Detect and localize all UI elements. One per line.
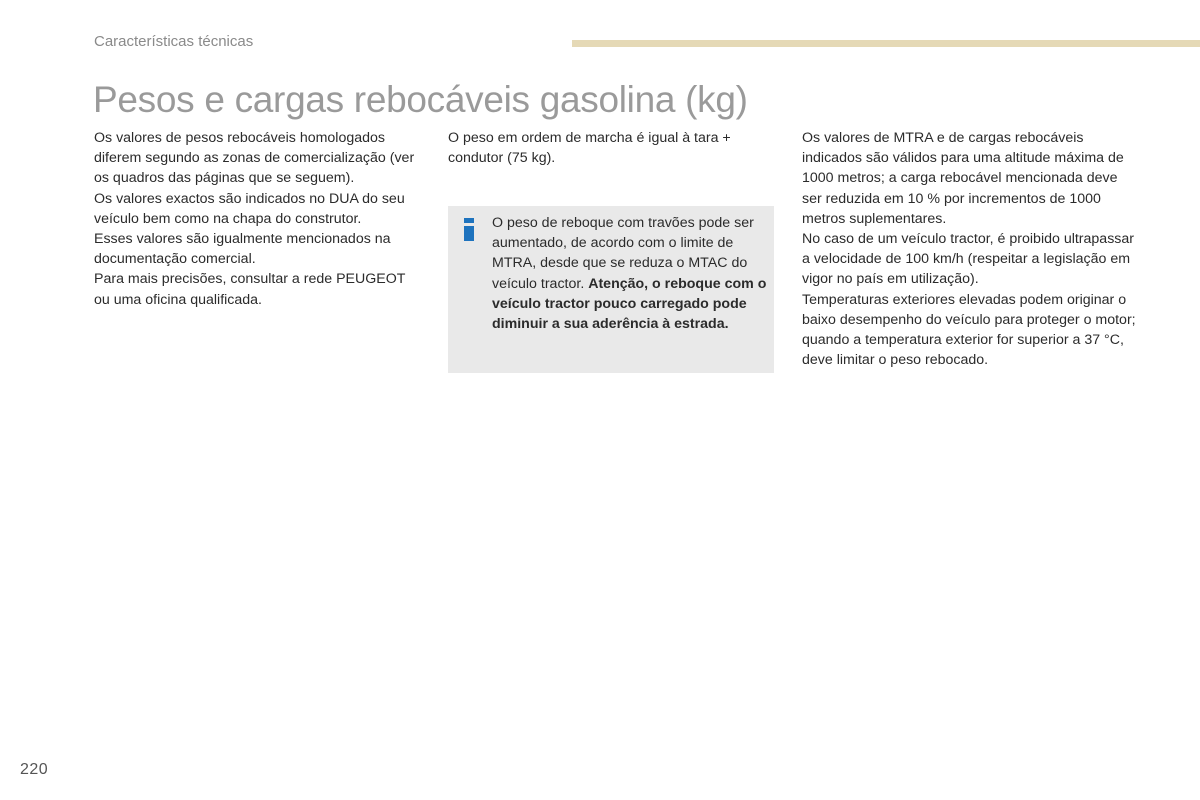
text-column-right [802,128,1138,370]
paragraph: Para mais precisões, consultar a rede PEUGEOT ou uma oficina qualificada. [94,271,406,308]
info-icon [464,218,474,240]
paragraph: Os valores de MTRA e de cargas rebocáveis indicados são válidos para uma altitude máxima de 1000 metros; a carga rebocável mencionada deve ser reduzida em 10 % por incrementos de 1000 metros suplementares. [802,130,1124,227]
text-column-middle [448,128,778,168]
text-column-left [94,128,424,310]
page-number: 220 [20,761,49,778]
paragraph: No caso de um veículo tractor, é proibido ultrapassar a velocidade de 100 km/h (respeitar a legislação em vigor no país em utilização). [802,231,1134,288]
paragraph: Esses valores são igualmente mencionados na documentação comercial. [94,231,391,268]
info-note-regular: O peso de reboque com travões pode ser aumentado, de acordo com o limite de MTRA, desde que se reduza o MTAC do veículo tractor. [492,215,754,292]
section-header: Características técnicas [94,33,254,50]
paragraph: Os valores exactos são indicados no DUA do seu veículo bem como na chapa do construtor. [94,190,405,227]
info-note-warning: Atenção, o reboque com o veículo tractor pouco carregado pode diminuir a sua aderência à estrada. [492,275,767,333]
header-accent-bar [572,40,1200,47]
paragraph: O peso em ordem de marcha é igual à tara + condutor (75 kg). [448,130,731,167]
info-note-box [448,206,774,373]
paragraph: Temperaturas exteriores elevadas podem originar o baixo desempenho do veículo para proteger o motor; quando a temperatura exterior for superior a 37 °C, deve limitar o peso rebocado. [802,291,1136,369]
info-note-text [492,213,774,334]
page-title: Pesos e cargas rebocáveis gasolina (kg) [93,79,748,120]
paragraph: Os valores de pesos rebocáveis homologados diferem segundo as zonas de comercialização (ver os quadros das páginas que se seguem). [94,130,415,187]
